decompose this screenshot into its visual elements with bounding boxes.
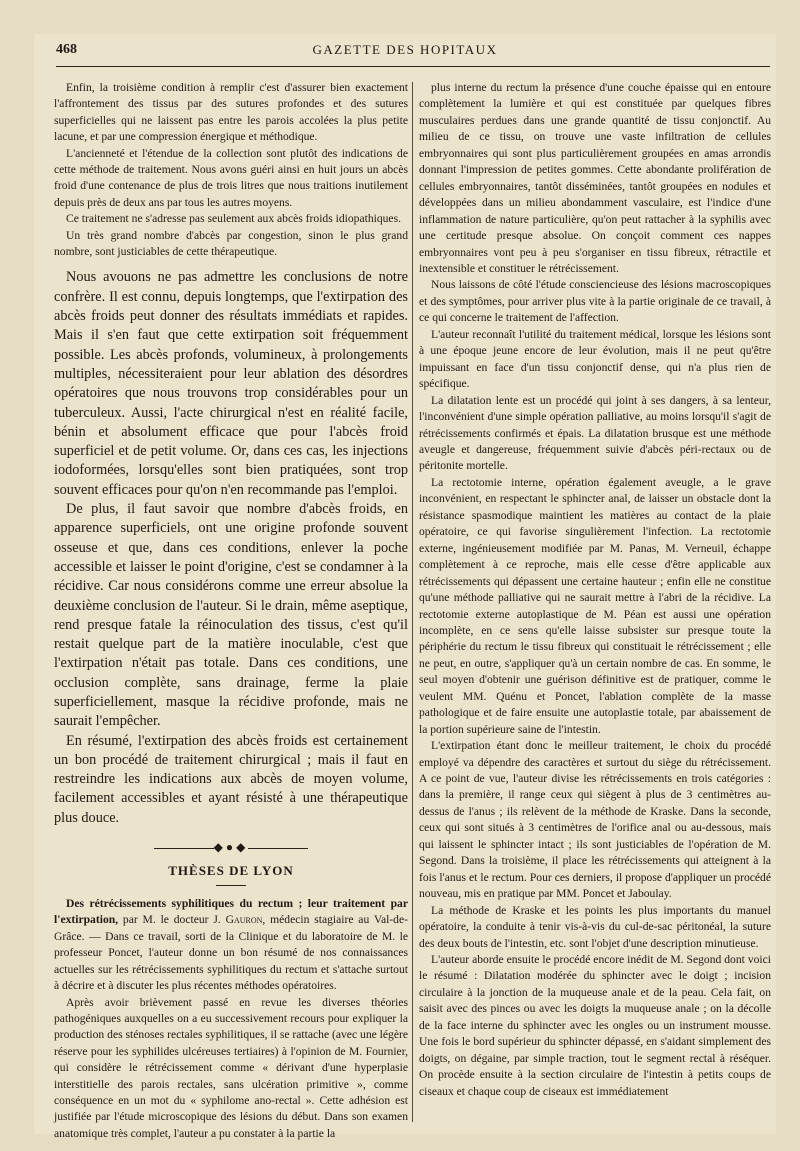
paragraph: Après avoir brièvement passé en revue les diverses théories pathogéniques auxquelles on a eu successivement recours pour expliquer la production des sténoses rectales syphilitiques, il se rattache (avec une légère réserve pour les syphilides ulcéreuses tertiaires) à l'opinion de M. Fournier, qui considère le rétrécissement comme « dérivant d'une hyperplasie interstitielle des parois rectales, sans ulcération primitive », comme conséquence en un mot du « syphilome ano-rectal ». Cette adhésion est justifiée par l'étude microscopique des lésions du début. Dans son examen anatomique très complet, l'auteur a pu constater à la partie la xyxy=(54,995,408,1140)
paragraph: L'ancienneté et l'étendue de la collection sont plutôt des indications de cette méthode de traitement. Nous avons guéri ainsi en huit jours un abcès froid d'une contenance de plus de trois litres que nous traitions inutilement depuis près de deux ans par tous les autres moyens. xyxy=(54,146,408,209)
paragraph: La dilatation lente est un procédé qui joint à ses dangers, à sa lenteur, l'inconvénient d'une simple opération palliative, au moins lorsqu'il s'agit de rétrécissements confirmés et épais. La dilatation brusque est une méthode aveugle et dangereuse, fréquemment suivie d'abcès péri-rectaux ou de péritonite mortelle. xyxy=(419,393,771,473)
paragraph: plus interne du rectum la présence d'une couche épaisse qui en entoure complètement la lumière et qui est constituée par quelques fibres musculaires perdues dans une grande quantité de tissu conjonctif. Au milieu de ce tissu, on trouve une vaste infiltration de cellules embryonnaires qui sont plus particulièrement groupées en amas arrondis donnant l'impression de petites gommes. Cette abondante prolifération de cellules embryonnaires, tantôt disséminées, tantôt groupées en nodules et développées dans un milieu abondamment vasculaire, est l'indice d'une inflammation de nature particulière, qu'on peut rattacher à la syphilis avec une certitude presque absolue. On conçoit comment ces nappes embryonnaires vont peu à peu s'organiser en tissu fibreux, rétractile et inextensible et constituer le rétrécissement. xyxy=(419,81,771,275)
paragraph: La rectotomie interne, opération également aveugle, a le grave inconvénient, en respectant le sphincter anal, de laisser un obstacle dont la résistance spasmodique maintient les matières au contact de la plaie opératoire, ce qui favorise singulièrement l'infection. La rectotomie externe, ingénieusement modifiée par M. Panas, M. Verneuil, échappe complètement à ce reproche, mais elle cesse d'être applicable aux rétrécissements qui dépassent une certaine hauteur ; enfin elle ne constitue qu'une méthode palliative qui ne saurait mettre à l'abri de la récidive. La rectotomie externe autoplastique de M. Péan est aussi une opération incomplète, en ce sens qu'elle laisse subsister sur presque toute la périphérie du rectum le tissu fibreux qui constituait le rétrécissement ; elle ne peut, en outre, s'appliquer qu'à un certain nombre de cas. En somme, le seul moyen d'obtenir une guérison définitive est de pratiquer, comme le veulent MM. Quénu et Poncet, l'ablation complète de la masse pathologique et de faire ensuite une autoplastie totale, par abaissement de la portion supérieure saine de l'intestin. xyxy=(419,475,771,736)
column-divider xyxy=(412,82,413,1122)
header-rule xyxy=(56,66,770,67)
quoted-passage xyxy=(54,80,408,260)
section-ornament: ◆●◆ xyxy=(54,840,408,855)
commentary xyxy=(54,268,408,828)
article-byline-pre: par M. le docteur J. xyxy=(118,913,226,927)
section-rule xyxy=(216,885,246,886)
journal-page xyxy=(34,34,776,1140)
article-author: Gauron xyxy=(225,913,263,927)
paragraph: L'auteur reconnaît l'utilité du traitement médical, lorsque les lésions sont à une époque jeune encore de leur évolution, mais il ne peut qu'être impuissant en face d'un tissu conjonctif dense, qui n'a plus rien de spécifique. xyxy=(419,327,771,391)
page-number: 468 xyxy=(56,42,77,57)
article-byline-post: , médecin stagiaire au Val-de-Grâce. — Dans ce travail, sorti de la Clinique et du laboratoire de M. le professeur Poncet, l'auteur donne un bon résumé de nos connaissances actuelles sur les rétrécissements syphilitiques du rectum et s'attache surtout à décrire et à discuter les plus récentes méthodes opératoires. xyxy=(54,913,408,993)
page-header xyxy=(34,34,776,64)
article xyxy=(54,896,408,1142)
paragraph: De plus, il faut savoir que nombre d'abcès froids, en apparence superficiels, ont une origine profonde souvent osseuse et que, dans ces conditions, enlever la poche accessible et laisser le point d'origine, c'est se condamner à la récidive. Car nous considérons comme une erreur absolue la deuxième conclusion de l'auteur. Si le drain, même aseptique, rend presque fatale la réinoculation des tissus, c'est qu'il restait quelque part de la matière inoculable, c'est que l'extirpation n'était pas totale. Dans ces conditions, une occlusion complète, sans drainage, ferme la plaie superficiellement, masque la récidive profonde, mais ne saurait l'empêcher. xyxy=(54,501,408,730)
paragraph: Ce traitement ne s'adresse pas seulement aux abcès froids idiopathiques. xyxy=(66,212,401,226)
paragraph: La méthode de Kraske et les points les plus importants du manuel opératoire, la conduite à tenir vis-à-vis du cul-de-sac péritonéal, la suture des deux bouts de l'intestin, etc. sont l'objet d'une description minutieuse. xyxy=(419,903,771,950)
paragraph: L'auteur aborde ensuite le procédé encore inédit de M. Segond dont voici le résumé : Dilatation modérée du sphincter avec le doigt ; incision circulaire à la jonction de la muqueuse anale et de la peau. Cela fait, on saisit avec des pinces ou avec les doigts la muqueuse anale ; on la décolle de la face interne du sphincter avec les ongles ou un instrument mousse. Une fois le bord supérieur du sphincter dépassé, en s'aidant simplement des doigts, on dégaine, par simple traction, tout le segment rectal à réséquer. On procède ensuite à la section circulaire de l'intestin à petits coups de ciseaux et chaque coup de ciseaux est immédiatement xyxy=(419,953,771,1098)
article-intro xyxy=(54,896,408,994)
running-title: GAZETTE DES HOPITAUX xyxy=(312,42,498,57)
article-title: Des rétrécissements syphilitiques du rectum ; leur traitement par l'extirpation, xyxy=(54,897,408,927)
section-title: THÈSES DE LYON xyxy=(168,863,294,879)
right-column xyxy=(419,80,771,1125)
paragraph: En résumé, l'extirpation des abcès froids est certainement un bon procédé de traitement chirurgical ; mais il faut en restreindre les indications aux abcès de moyen volume, facilement accessibles et ayant résisté à une thérapeutique plus douce. xyxy=(54,732,408,826)
left-column xyxy=(54,80,408,1140)
paragraph: Nous laissons de côté l'étude consciencieuse des lésions macroscopiques et des symptômes, pour arriver plus vite à la partie originale de ce travail, à ce qui concerne le traitement de l'affection. xyxy=(419,278,771,325)
paragraph: Un très grand nombre d'abcès par congestion, sinon le plus grand nombre, sont justiciables de cette thérapeutique. xyxy=(54,228,408,259)
paragraph: Enfin, la troisième condition à remplir c'est d'assurer bien exactement l'affrontement des tissus par des sutures profondes et des sutures superficielles qui ne laissent pas entre les parois accolées la plus petite lacune, et par une compression énergique et méthodique. xyxy=(54,81,408,144)
paragraph: Nous avouons ne pas admettre les conclusions de notre confrère. Il est connu, depuis longtemps, que l'extirpation des abcès froids peut donner des résultats immédiats et rapides. Mais il s'en faut que cette extirpation soit fréquemment possible. Les abcès profonds, volumineux, à prolongements multiples, nécessiteraient pour leur ablation des désordres opératoires que nous trouvons trop considérables pour un tuberculeux. Aussi, l'acte chirurgical n'est en réalité facile, bénin et absolument efficace que pour l'abcès froid superficiel et de petit volume. Or, dans ces cas, les injections iodoformées, lorsqu'elles sont bien pratiquées, sont trop souvent efficaces pour qu'on n'en recommande pas l'emploi. xyxy=(54,269,408,498)
paragraph: L'extirpation étant donc le meilleur traitement, le choix du procédé employé va dépendre des caractères et surtout du siège du rétrécissement. A ce point de vue, l'auteur divise les rétrécissements en trois catégories : dans la première, il range ceux qui siègent à plus de 3 centimètres au-dessus de l'anus ; ils relèvent de la méthode de Kraske. Dans la seconde, ceux qui sont situés à 3 centimètres de l'orifice anal ou au-dessous, mais qui laissent le sphincter intact ; ils sont justiciables de l'opération de M. Segond. Dans la troisième, il place les rétrécissements qui atteignent à la fois l'anus et le rectum. Pour ces derniers, il propose d'appliquer un procédé nouveau, mis en pratique par MM. Poncet et Jaboulay. xyxy=(419,739,771,901)
